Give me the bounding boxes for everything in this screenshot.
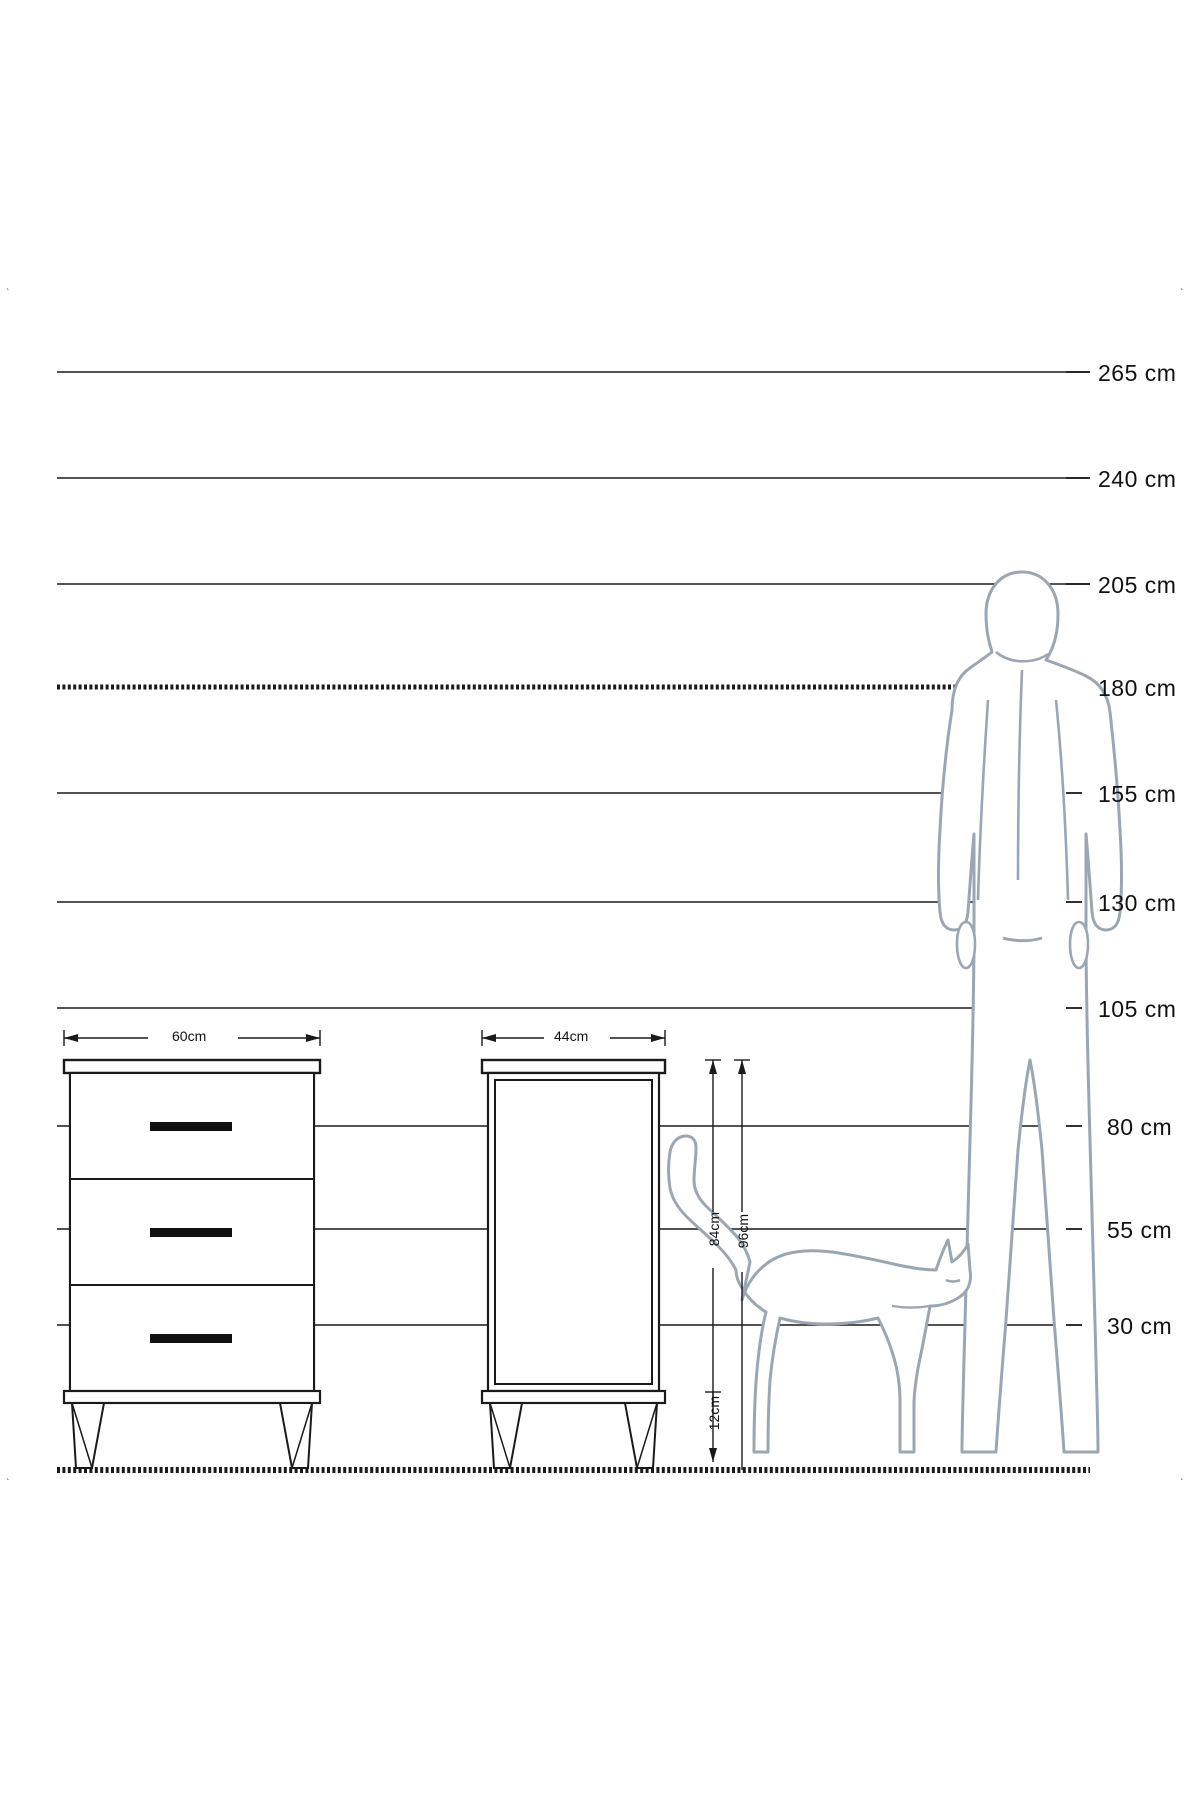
- cabinet-door: [495, 1080, 652, 1384]
- chest-handle-1: [150, 1122, 232, 1131]
- three-drawer-chest: [64, 1060, 320, 1468]
- scale-label-155: 155 cm: [1098, 781, 1177, 807]
- scale-label-180: 180 cm: [1098, 675, 1177, 701]
- scale-label-105: 105 cm: [1098, 996, 1177, 1022]
- scale-label-265: 265 cm: [1098, 360, 1177, 386]
- corner-mark-bottom-left: `: [6, 1478, 10, 1489]
- chest-leg-right: [280, 1403, 312, 1468]
- height-label-84cm: 84cm: [706, 1212, 722, 1247]
- chest-plinth: [64, 1391, 320, 1403]
- chest-leg-left: [72, 1403, 104, 1468]
- cabinet-top: [482, 1060, 665, 1073]
- corner-mark-bottom-right: `: [1180, 1478, 1184, 1489]
- scale-label-80: 80 cm: [1107, 1114, 1173, 1140]
- width-label-44cm: 44cm: [554, 1028, 589, 1044]
- scale-label-130: 130 cm: [1098, 890, 1177, 916]
- cabinet-leg-left: [490, 1403, 522, 1468]
- cabinet-plinth: [482, 1391, 665, 1403]
- chest-handle-3: [150, 1334, 232, 1343]
- chest-top: [64, 1060, 320, 1073]
- scale-label-30: 30 cm: [1107, 1313, 1173, 1339]
- corner-mark-top-right: `: [1180, 288, 1184, 299]
- width-label-60cm: 60cm: [172, 1028, 207, 1044]
- cabinet-leg-right: [625, 1403, 657, 1468]
- scale-label-55: 55 cm: [1107, 1217, 1173, 1243]
- height-label-12cm: 12cm: [706, 1396, 722, 1431]
- tall-cabinet: [482, 1060, 665, 1468]
- chest-handle-2: [150, 1228, 232, 1237]
- corner-mark-top-left: `: [6, 288, 10, 299]
- scale-label-205: 205 cm: [1098, 572, 1177, 598]
- human-silhouette: [939, 572, 1122, 1452]
- height-label-96cm: 96cm: [735, 1214, 751, 1249]
- scale-label-240: 240 cm: [1098, 466, 1177, 492]
